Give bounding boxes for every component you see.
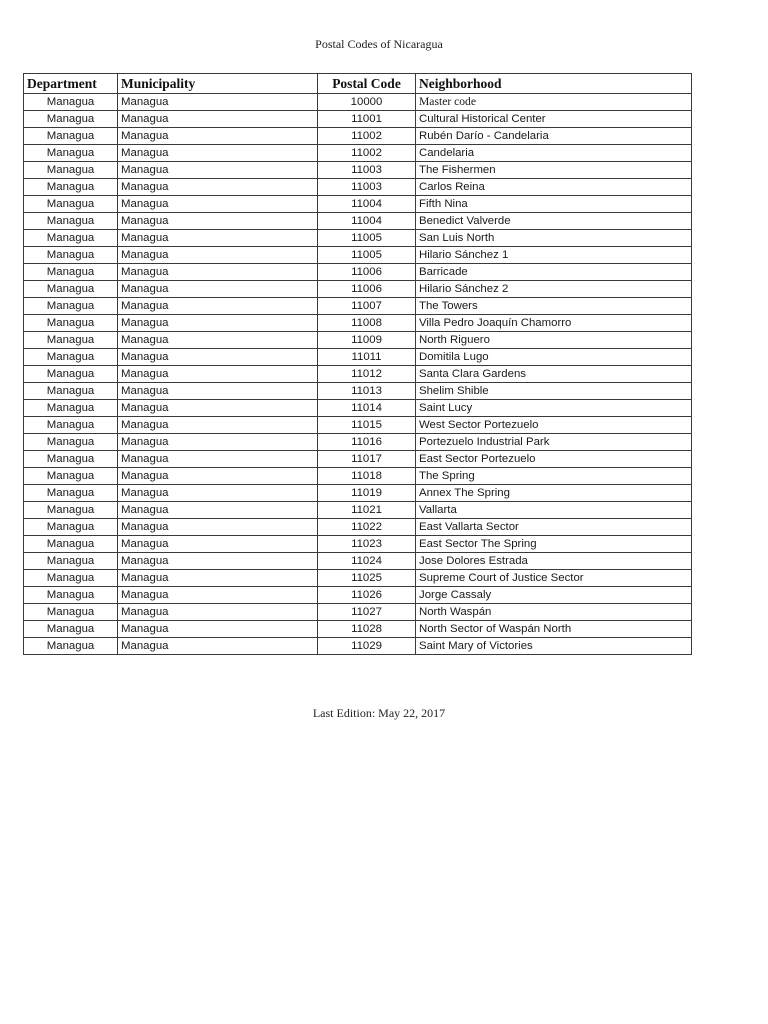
table-row (24, 553, 692, 570)
postal-code-cell: 11004 (318, 213, 416, 230)
municipality-cell: Managua (118, 621, 318, 638)
department-cell: Managua (24, 400, 118, 417)
table-row (24, 332, 692, 349)
table-row (24, 502, 692, 519)
municipality-cell: Managua (118, 162, 318, 179)
neighborhood-cell: The Spring (416, 468, 692, 485)
postal-code-cell: 11026 (318, 587, 416, 604)
municipality-cell: Managua (118, 128, 318, 145)
department-cell: Managua (24, 553, 118, 570)
neighborhood-cell: Portezuelo Industrial Park (416, 434, 692, 451)
table-row (24, 587, 692, 604)
table-row (24, 468, 692, 485)
department-cell: Managua (24, 638, 118, 655)
postal-code-cell: 11013 (318, 383, 416, 400)
department-cell: Managua (24, 111, 118, 128)
table-row (24, 366, 692, 383)
postal-code-cell: 11008 (318, 315, 416, 332)
municipality-cell: Managua (118, 536, 318, 553)
municipality-cell: Managua (118, 145, 318, 162)
table-row (24, 213, 692, 230)
table-row (24, 230, 692, 247)
postal-code-cell: 11028 (318, 621, 416, 638)
table-row (24, 247, 692, 264)
department-cell: Managua (24, 264, 118, 281)
table-row (24, 434, 692, 451)
neighborhood-cell: Vallarta (416, 502, 692, 519)
postal-code-cell: 11006 (318, 264, 416, 281)
postal-code-cell: 11014 (318, 400, 416, 417)
postal-code-cell: 10000 (318, 94, 416, 111)
header-row (24, 74, 692, 94)
table-row (24, 179, 692, 196)
neighborhood-cell: North Sector of Waspán North (416, 621, 692, 638)
neighborhood-cell: Shelim Shible (416, 383, 692, 400)
table-row (24, 519, 692, 536)
department-cell: Managua (24, 383, 118, 400)
municipality-cell: Managua (118, 451, 318, 468)
table-row (24, 383, 692, 400)
neighborhood-cell: Barricade (416, 264, 692, 281)
postal-code-cell: 11009 (318, 332, 416, 349)
neighborhood-cell: Domitila Lugo (416, 349, 692, 366)
table-row (24, 196, 692, 213)
municipality-cell: Managua (118, 196, 318, 213)
department-cell: Managua (24, 281, 118, 298)
department-cell: Managua (24, 502, 118, 519)
header-neighborhood: Neighborhood (416, 74, 692, 94)
postal-code-cell: 11001 (318, 111, 416, 128)
table-row (24, 570, 692, 587)
table-body (24, 94, 692, 655)
neighborhood-cell: Annex The Spring (416, 485, 692, 502)
postal-code-cell: 11018 (318, 468, 416, 485)
table-row (24, 451, 692, 468)
municipality-cell: Managua (118, 417, 318, 434)
neighborhood-cell: Carlos Reina (416, 179, 692, 196)
department-cell: Managua (24, 621, 118, 638)
postal-code-cell: 11007 (318, 298, 416, 315)
municipality-cell: Managua (118, 604, 318, 621)
table-row (24, 638, 692, 655)
postal-codes-table (23, 73, 692, 655)
postal-code-cell: 11005 (318, 230, 416, 247)
last-edition-footer: Last Edition: May 22, 2017 (312, 706, 446, 720)
postal-code-cell: 11027 (318, 604, 416, 621)
neighborhood-cell: Supreme Court of Justice Sector (416, 570, 692, 587)
municipality-cell: Managua (118, 638, 318, 655)
postal-code-cell: 11005 (318, 247, 416, 264)
neighborhood-cell: Candelaria (416, 145, 692, 162)
table-row (24, 315, 692, 332)
municipality-cell: Managua (118, 213, 318, 230)
department-cell: Managua (24, 349, 118, 366)
postal-code-cell: 11022 (318, 519, 416, 536)
table-row (24, 298, 692, 315)
department-cell: Managua (24, 366, 118, 383)
department-cell: Managua (24, 94, 118, 111)
municipality-cell: Managua (118, 281, 318, 298)
neighborhood-cell: Cultural Historical Center (416, 111, 692, 128)
postal-code-cell: 11019 (318, 485, 416, 502)
municipality-cell: Managua (118, 247, 318, 264)
neighborhood-cell: Jose Dolores Estrada (416, 553, 692, 570)
neighborhood-cell: East Sector Portezuelo (416, 451, 692, 468)
neighborhood-cell: Santa Clara Gardens (416, 366, 692, 383)
municipality-cell: Managua (118, 383, 318, 400)
department-cell: Managua (24, 434, 118, 451)
department-cell: Managua (24, 162, 118, 179)
postal-code-cell: 11017 (318, 451, 416, 468)
postal-code-cell: 11002 (318, 145, 416, 162)
table-row (24, 349, 692, 366)
department-cell: Managua (24, 196, 118, 213)
department-cell: Managua (24, 247, 118, 264)
municipality-cell: Managua (118, 587, 318, 604)
postal-code-cell: 11024 (318, 553, 416, 570)
postal-code-cell: 11002 (318, 128, 416, 145)
postal-code-cell: 11003 (318, 179, 416, 196)
postal-code-cell: 11006 (318, 281, 416, 298)
municipality-cell: Managua (118, 111, 318, 128)
table-row (24, 145, 692, 162)
municipality-cell: Managua (118, 179, 318, 196)
department-cell: Managua (24, 451, 118, 468)
department-cell: Managua (24, 604, 118, 621)
municipality-cell: Managua (118, 349, 318, 366)
postal-code-cell: 11004 (318, 196, 416, 213)
neighborhood-cell: East Vallarta Sector (416, 519, 692, 536)
municipality-cell: Managua (118, 332, 318, 349)
municipality-cell: Managua (118, 94, 318, 111)
neighborhood-cell: The Fishermen (416, 162, 692, 179)
header-department: Department (24, 74, 118, 94)
department-cell: Managua (24, 128, 118, 145)
table-row (24, 281, 692, 298)
header-postal-code: Postal Code (318, 74, 416, 94)
postal-code-cell: 11021 (318, 502, 416, 519)
neighborhood-cell: Hilario Sánchez 2 (416, 281, 692, 298)
table-row (24, 128, 692, 145)
department-cell: Managua (24, 570, 118, 587)
department-cell: Managua (24, 587, 118, 604)
table-row (24, 604, 692, 621)
neighborhood-cell: Fifth Nina (416, 196, 692, 213)
table-row (24, 264, 692, 281)
neighborhood-cell: East Sector The Spring (416, 536, 692, 553)
postal-code-cell: 11029 (318, 638, 416, 655)
table-row (24, 621, 692, 638)
municipality-cell: Managua (118, 298, 318, 315)
postal-code-cell: 11015 (318, 417, 416, 434)
table-row (24, 94, 692, 111)
postal-code-cell: 11011 (318, 349, 416, 366)
municipality-cell: Managua (118, 570, 318, 587)
municipality-cell: Managua (118, 485, 318, 502)
postal-code-cell: 11012 (318, 366, 416, 383)
department-cell: Managua (24, 213, 118, 230)
neighborhood-cell: Jorge Cassaly (416, 587, 692, 604)
neighborhood-cell: North Waspán (416, 604, 692, 621)
municipality-cell: Managua (118, 434, 318, 451)
neighborhood-cell: The Towers (416, 298, 692, 315)
table-row (24, 162, 692, 179)
neighborhood-cell: Hilario Sánchez 1 (416, 247, 692, 264)
neighborhood-cell: San Luis North (416, 230, 692, 247)
table-row (24, 485, 692, 502)
department-cell: Managua (24, 332, 118, 349)
department-cell: Managua (24, 315, 118, 332)
municipality-cell: Managua (118, 264, 318, 281)
department-cell: Managua (24, 230, 118, 247)
municipality-cell: Managua (118, 519, 318, 536)
postal-code-cell: 11023 (318, 536, 416, 553)
neighborhood-cell: North Riguero (416, 332, 692, 349)
municipality-cell: Managua (118, 366, 318, 383)
municipality-cell: Managua (118, 230, 318, 247)
table-row (24, 417, 692, 434)
neighborhood-cell: West Sector Portezuelo (416, 417, 692, 434)
neighborhood-cell: Rubén Darío - Candelaria (416, 128, 692, 145)
header-municipality: Municipality (118, 74, 318, 94)
municipality-cell: Managua (118, 553, 318, 570)
department-cell: Managua (24, 145, 118, 162)
postal-code-cell: 11016 (318, 434, 416, 451)
table-row (24, 111, 692, 128)
postal-code-cell: 11003 (318, 162, 416, 179)
table-row (24, 536, 692, 553)
municipality-cell: Managua (118, 502, 318, 519)
municipality-cell: Managua (118, 315, 318, 332)
department-cell: Managua (24, 417, 118, 434)
table-row (24, 400, 692, 417)
municipality-cell: Managua (118, 468, 318, 485)
page-title: Postal Codes of Nicaragua (315, 37, 443, 51)
department-cell: Managua (24, 485, 118, 502)
neighborhood-cell: Saint Mary of Victories (416, 638, 692, 655)
department-cell: Managua (24, 536, 118, 553)
department-cell: Managua (24, 468, 118, 485)
municipality-cell: Managua (118, 400, 318, 417)
neighborhood-cell: Master code (416, 94, 692, 111)
department-cell: Managua (24, 298, 118, 315)
department-cell: Managua (24, 179, 118, 196)
neighborhood-cell: Saint Lucy (416, 400, 692, 417)
table-header (24, 74, 692, 94)
neighborhood-cell: Villa Pedro Joaquín Chamorro (416, 315, 692, 332)
department-cell: Managua (24, 519, 118, 536)
neighborhood-cell: Benedict Valverde (416, 213, 692, 230)
postal-code-cell: 11025 (318, 570, 416, 587)
